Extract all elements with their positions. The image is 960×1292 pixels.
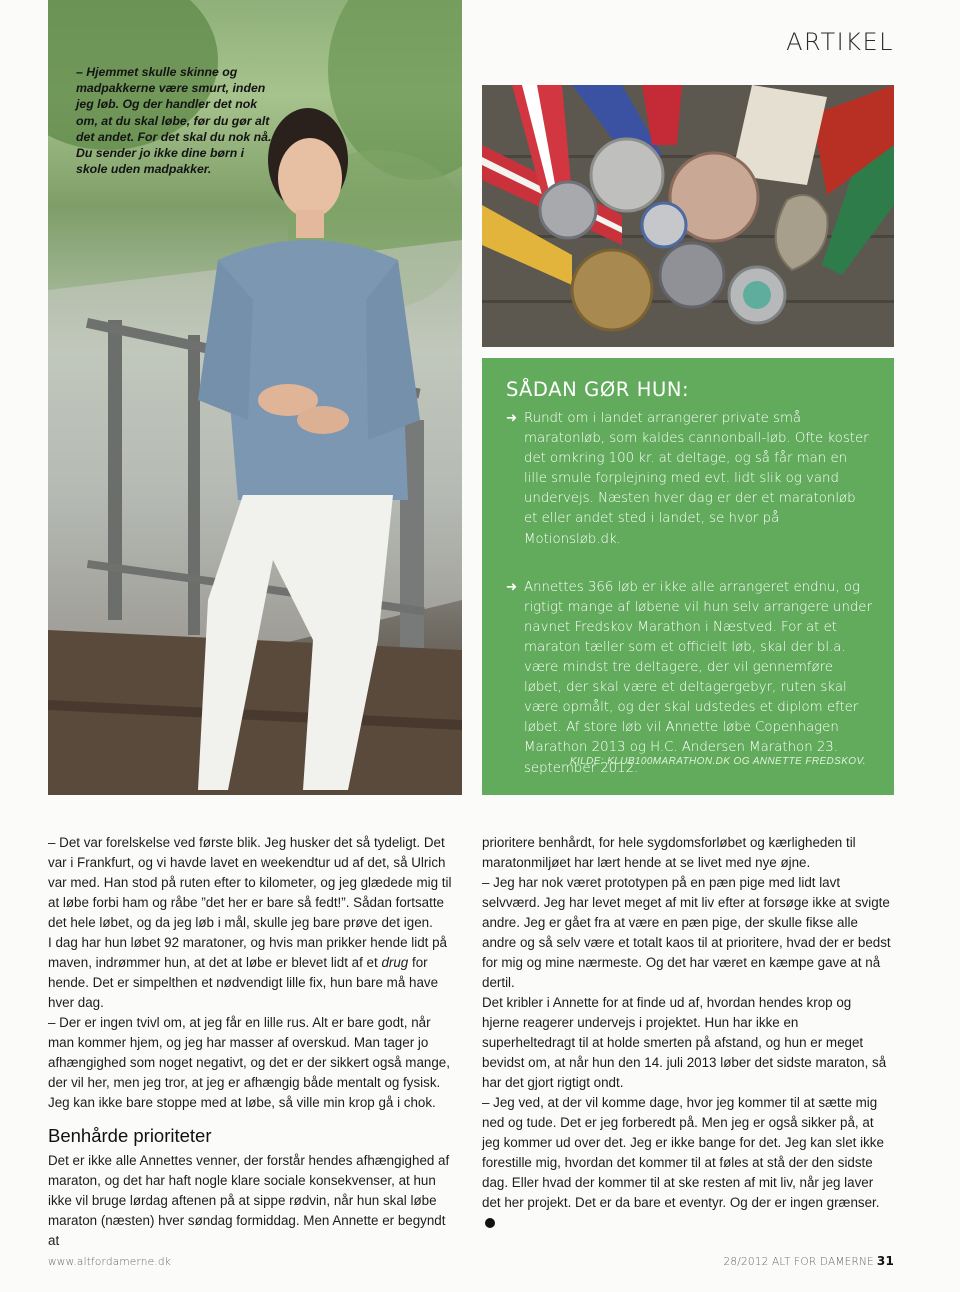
arrow-right-icon: ➜ bbox=[506, 579, 518, 595]
issue-label: 28/2012 ALT FOR DAMERNE bbox=[723, 1256, 874, 1268]
paragraph: – Der er ingen tvivl om, at jeg får en lille rus. Alt er bare godt, når man kommer hjem, og jeg har masser af overskud. Man tager jo afhængighed som noget negativt, og det er der sikkert også mange, der vil her, men jeg tror, at jeg er afhængig både mentalt og fysisk. Jeg kan ikke bare stoppe med at løbe, så ville min krop gå i chok. bbox=[48, 1015, 450, 1110]
paragraph bbox=[482, 1093, 892, 1233]
article-column-left bbox=[48, 833, 458, 1251]
paragraph: Det kribler i Annette for at finde ud af, hvordan hendes krop og hjerne reagerer undervejs i projektet. Hun har ikke en superheltedragt til at holde smerten på afstand, og hun er meget bevidst om, at når hun den 14. juli 2013 løber det sidste maraton, så har det gjort rigtigt ondt. bbox=[482, 995, 887, 1090]
footer-website[interactable]: www.altfordamerne.dk bbox=[48, 1256, 171, 1268]
end-mark-icon bbox=[485, 1218, 495, 1228]
info-box bbox=[482, 358, 894, 795]
photo-caption: – Hjemmet skulle skinne og madpakkerne være smurt, inden jeg løb. Og der handler det nok om, at du skal løbe, før du gør alt det andet. For det skal du nok nå. Du sender jo ikke dine børn i skole uden madpakker. bbox=[76, 65, 272, 177]
article-column-right bbox=[482, 833, 892, 1233]
paragraph-text: for hende. Det er simpelthen et nødvendigt lille fix, hun bare må have hver dag. bbox=[48, 955, 439, 1010]
info-source: KILDE: KLUB100MARATHON.DK OG ANNETTE FREDSKOV. bbox=[569, 756, 866, 767]
section-label: ARTIKEL bbox=[786, 28, 894, 56]
paragraph: – Det var forelskelse ved første blik. Jeg husker det så tydeligt. Det var i Frankfurt, og vi havde lavet en weekendtur ud af det, så Ulrich var med. Han stod på ruten efter to kilometer, og jeg glædede mig til at løbe forbi ham og råbe ”det her er bare så fedt!”. Sådan fortsatte det hele løbet, og da jeg løb i mål, skulle jeg bare prøve det igen. bbox=[48, 835, 452, 930]
page-number: 31 bbox=[876, 1254, 894, 1268]
paragraph bbox=[48, 933, 458, 1013]
medals-illustration bbox=[482, 85, 894, 347]
info-box-title: SÅDAN GØR HUN: bbox=[506, 378, 690, 401]
paragraph-text: – Jeg ved, at der vil komme dage, hvor jeg kommer til at sætte mig ned og tude. Det er jeg forberedt på. Men jeg er også sikker på, at jeg kommer ud over det. Jeg er ikke bange for det. Jeg kan slet ikke forestille mig, hvordan det kommer til at føles at stå der den sidste dag. Eller hvad der kommer til at ske resten af mit liv, når jeg laver det her projekt. Det er da bare et eventyr. Og der er ingen grænser. bbox=[482, 1095, 884, 1210]
paragraph-text: I dag har hun løbet 92 maratoner, og hvis man prikker hende lidt på maven, indrømmer hun, at det at løbe er blevet lidt af et bbox=[48, 935, 447, 970]
paragraph: prioritere benhårdt, for hele sygdomsforløbet og kærligheden til maratonmiljøet har lært hende at se livet med nye øjne. bbox=[482, 835, 856, 870]
medals-photo bbox=[482, 85, 894, 347]
info-item-text: Rundt om i landet arrangerer private små maratonløb, som kaldes cannonball-løb. Ofte koster det omkring 100 kr. at deltage, og så får man en lille smule forplejning med evt. lidt slik og vand undervejs. Næsten hver dag er der et maratonløb et eller andet sted i landet, se hvor på Motionsløb.dk. bbox=[524, 411, 869, 547]
paragraph: – Jeg har nok været prototypen på en pæn pige med lidt lavt selvværd. Jeg har levet meget af mit liv efter at forsøge ikke at svigte andre. Jeg er gået fra at være en pæn pige, der skulle fikse alle andre og så selv være et totalt kaos til at prioritere, hvad der er bedst for mig og mine nærmeste. Og det har været en kæmpe gave at nå dertil. bbox=[482, 875, 891, 990]
info-item bbox=[506, 409, 872, 550]
paragraph: Det er ikke alle Annettes venner, der forstår hendes afhængighed af maraton, og det har haft nogle klare sociale konsekvenser, at hun ikke vil bruge lørdag aftenen på at sippe rødvin, når hun skal løbe maraton (næsten) hver søndag formiddag. Men Annette er begyndt at bbox=[48, 1153, 450, 1248]
footer-issue bbox=[723, 1254, 894, 1268]
portrait-photo bbox=[48, 0, 462, 795]
subheading: Benhårde prioriteter bbox=[48, 1125, 212, 1146]
info-item-text: Annettes 366 løb er ikke alle arrangeret endnu, og rigtigt mange af løbene vil hun selv arrangere under navnet Fredskov Marathon i Næstved. For at et maraton tæller som et officielt løb, skal der bl.a. være mindst tre deltagere, der vil gennemføre løbet, der skal være et deltagergebyr, ruten skal være opmålt, og der skal udstedes et diplom efter løbet. Af store løb vil Annette løbe Copenhagen Marathon 2013 og H.C. Andersen Marathon 23. september 2012. bbox=[524, 579, 872, 776]
arrow-right-icon: ➜ bbox=[506, 411, 518, 426]
emphasis: drug bbox=[381, 955, 409, 970]
info-item bbox=[506, 578, 872, 779]
